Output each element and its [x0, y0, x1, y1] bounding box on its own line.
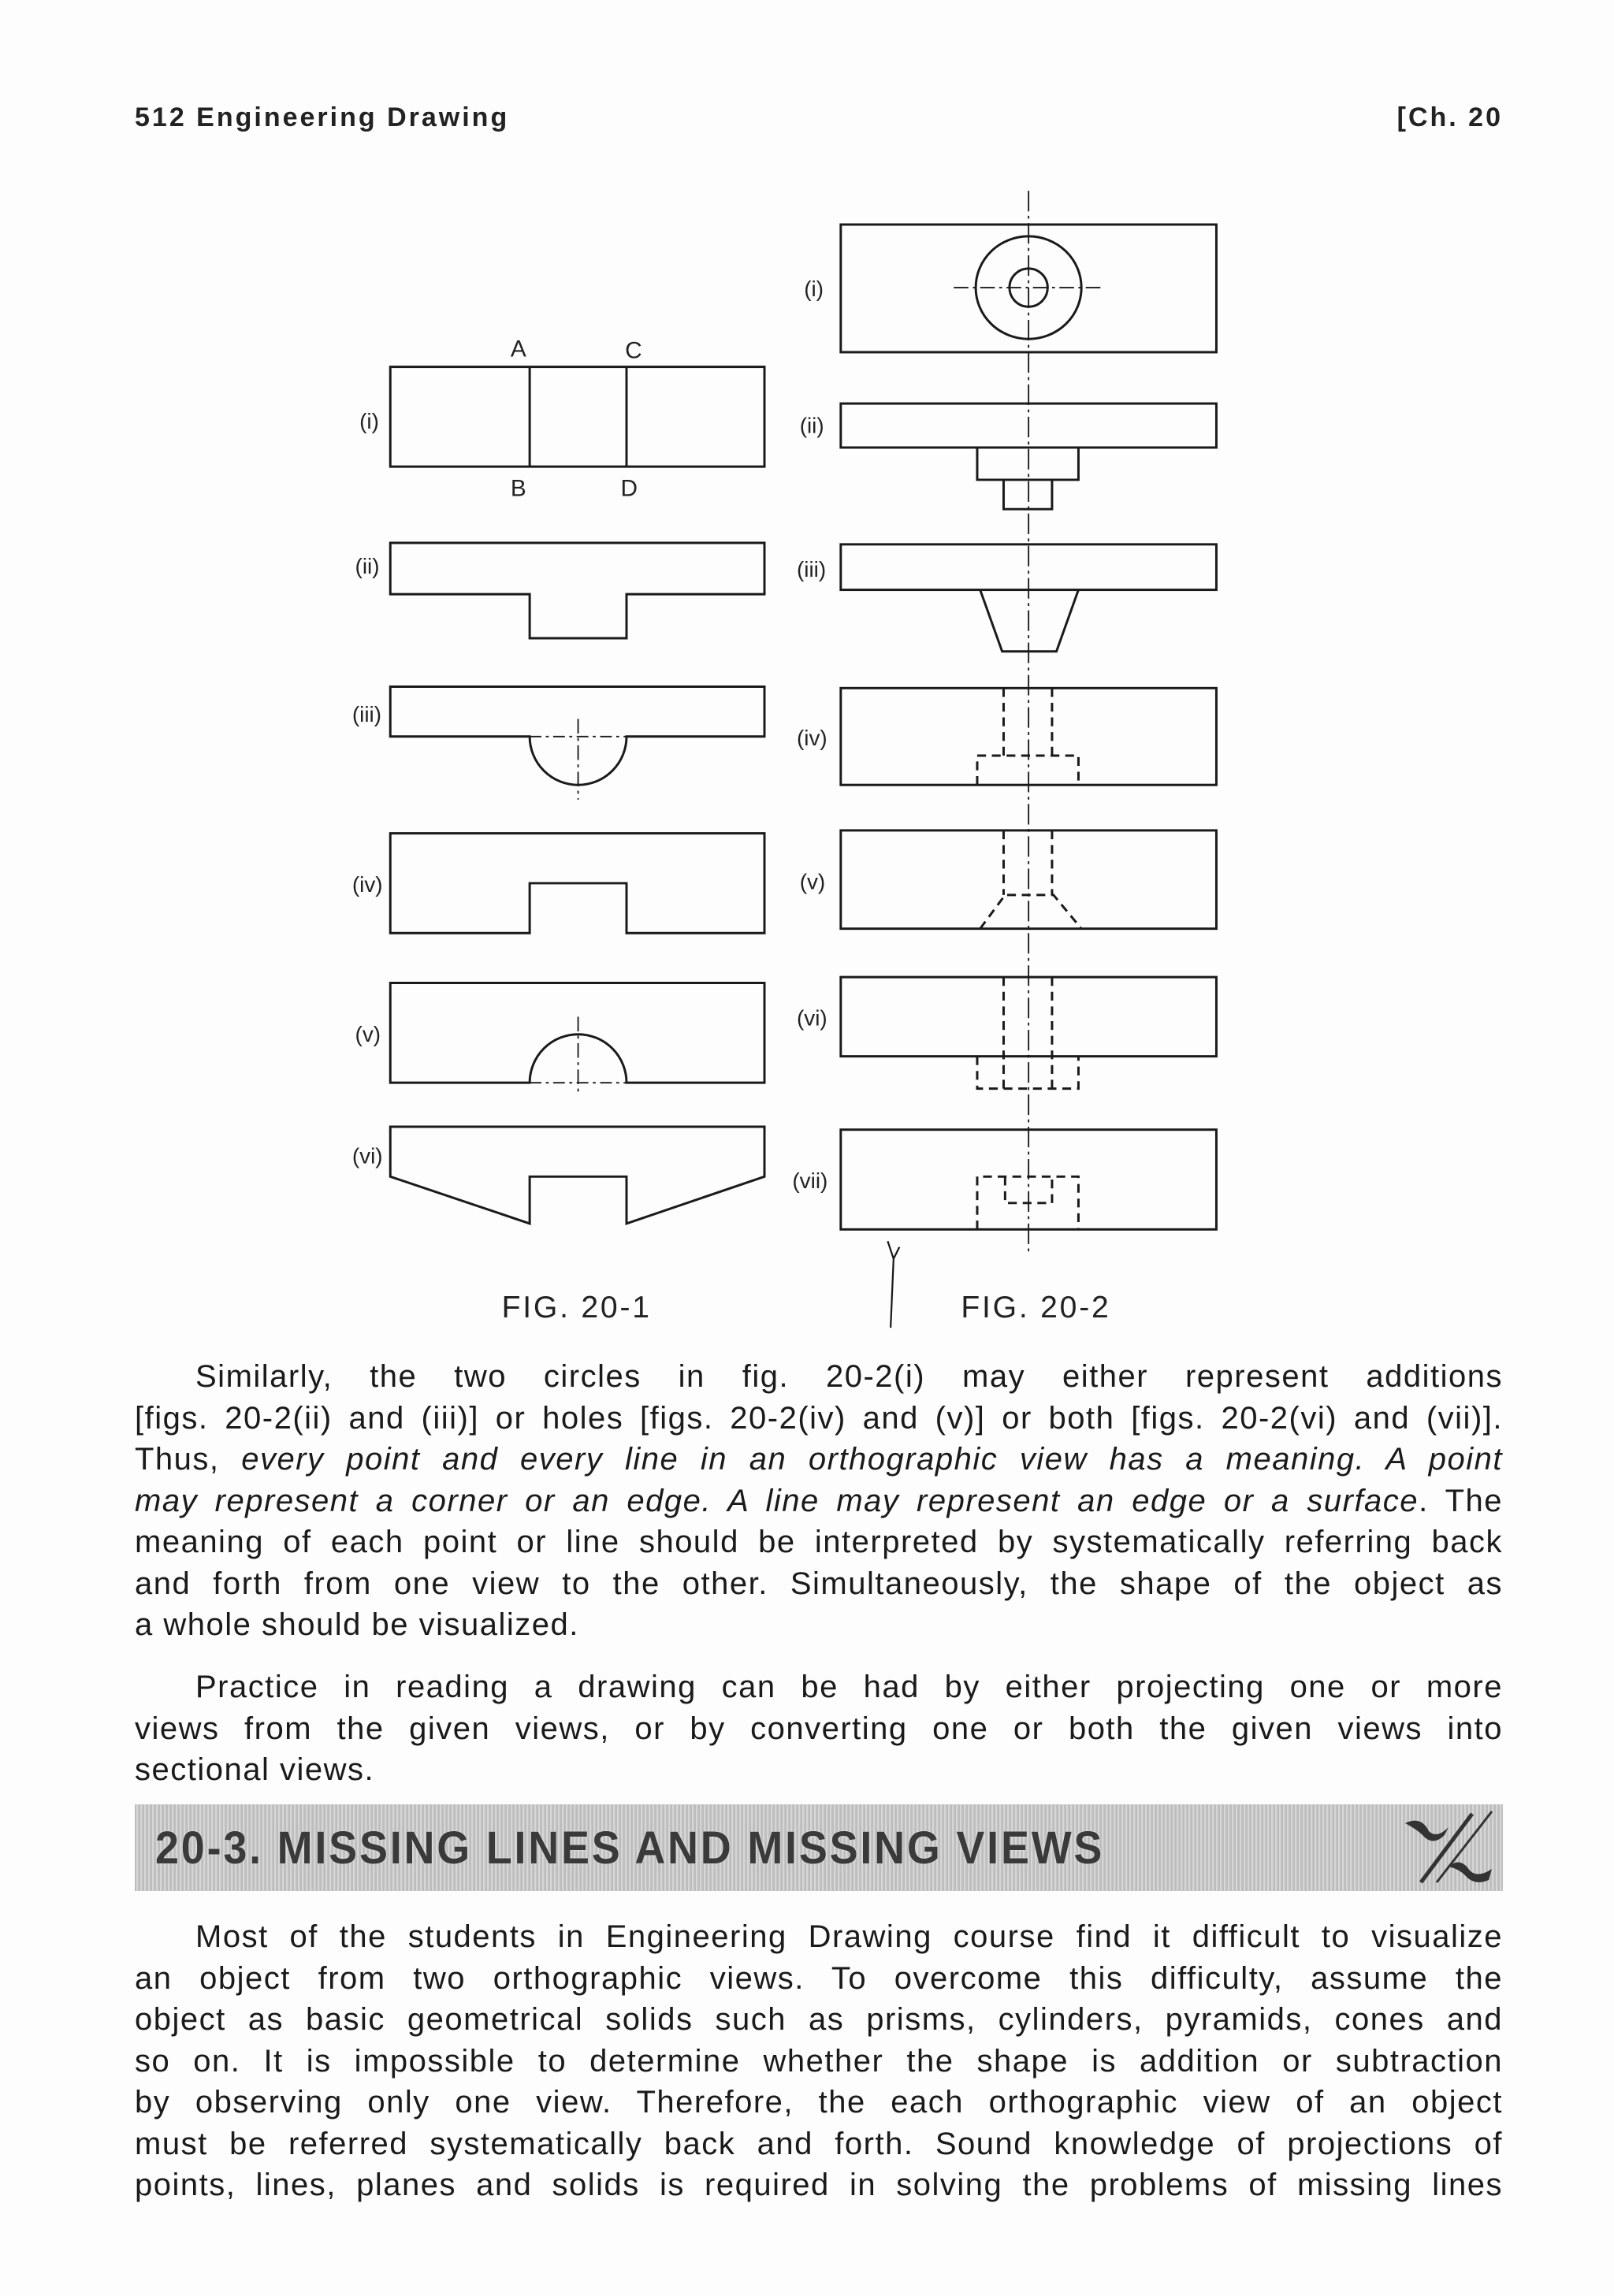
fig1-label-iii: (iii)	[351, 702, 382, 727]
body-text: views from the given views, or by converting one or both the given views into	[135, 1711, 1503, 1746]
italic-text: may represent a corner or an edge. A line may represent an edge or a surface	[135, 1483, 1419, 1518]
text-line	[135, 1398, 1503, 1440]
paragraph-2	[135, 1666, 1503, 1791]
fig1-view-v	[390, 983, 764, 1094]
text-line	[135, 2123, 1503, 2165]
body-text: points, lines, planes and solids is required in solving the problems of missing lines	[135, 2168, 1503, 2202]
text-line	[135, 1666, 1503, 1708]
italic-text: every point and every line in an orthographic view has a meaning. A point	[241, 1442, 1504, 1477]
fig2-caption: FIG. 20-2	[961, 1291, 1111, 1325]
text-line	[135, 1521, 1503, 1563]
section-heading	[135, 1804, 1503, 1891]
text-line	[135, 1999, 1503, 2041]
running-header-chapter: [Ch. 20	[1396, 102, 1503, 132]
point-label-b: B	[510, 475, 526, 502]
fig1-view-iii	[390, 686, 764, 799]
text-line	[135, 2082, 1503, 2123]
text-line	[135, 1958, 1503, 2000]
body-text: so on. It is impossible to determine whether the shape is addition or subtraction	[135, 2043, 1503, 2079]
text-line	[135, 1749, 1503, 1791]
paragraph-3	[135, 1916, 1503, 2206]
fig1-caption: FIG. 20-1	[501, 1291, 652, 1325]
text-line	[135, 2164, 1503, 2206]
text-line	[135, 1604, 1503, 1646]
body-text: Similarly, the two circles in fig. 20-2(i) may either represent additions	[195, 1359, 1503, 1394]
fig2-label-vii: (vii)	[792, 1168, 828, 1194]
text-line	[135, 1563, 1503, 1605]
fig1-label-iv: (iv)	[351, 872, 383, 897]
body-text: by observing only one view. Therefore, the each orthographic view of an object	[135, 2085, 1503, 2120]
body-text: sectional views.	[135, 1752, 375, 1787]
body-text: Practice in reading a drawing can be had by either projecting one or more	[195, 1670, 1503, 1704]
fig2-label-ii: (ii)	[799, 413, 824, 438]
body-text: an object from two orthographic views. To overcome this difficulty, assume the	[135, 1960, 1503, 1996]
fig1-view-ii	[390, 543, 764, 638]
fig2-label-iv: (iv)	[796, 725, 827, 750]
body-text: and forth from one view to the other. Simultaneously, the shape of the object as	[135, 1566, 1503, 1601]
fig1-view-vi	[390, 1127, 764, 1224]
body-text: [figs. 20-2(ii) and (iii)] or holes [figs. 20-2(iv) and (v)] or both [figs. 20-2(vi) and (vii)].	[135, 1400, 1503, 1436]
fig-20-2	[792, 191, 1216, 1328]
fig1-view-iv	[390, 834, 764, 934]
fig1-label-i: (i)	[359, 408, 379, 433]
fig2-label-i: (i)	[804, 277, 824, 302]
pen-mark	[887, 1241, 899, 1328]
fig1-label-ii: (ii)	[355, 554, 380, 579]
fig2-label-iii: (iii)	[796, 556, 827, 581]
point-label-c: C	[625, 337, 642, 364]
body-text: object as basic geometrical solids such as prisms, cylinders, pyramids, cones and	[135, 2002, 1503, 2037]
body-text: Thus,	[135, 1442, 242, 1477]
section-heading-text: 20-3. MISSING LINES AND MISSING VIEWS	[155, 1822, 1105, 1874]
running-header-title: 512 Engineering Drawing	[135, 102, 510, 132]
body-text: . The	[1419, 1483, 1503, 1518]
text-line	[135, 2041, 1503, 2082]
text-line	[135, 1916, 1503, 1958]
fig1-label-vi: (vi)	[351, 1143, 383, 1168]
body-text: must be referred systematically back and forth. Sound knowledge of projections of	[135, 2126, 1503, 2161]
point-label-d: D	[620, 475, 638, 502]
body-text: meaning of each point or line should be interpreted by systematically referring back	[135, 1525, 1503, 1559]
point-label-a: A	[510, 336, 526, 362]
fig2-label-vi: (vi)	[796, 1005, 827, 1031]
body-text: a whole should be visualized.	[135, 1607, 579, 1642]
paragraph-1	[135, 1356, 1503, 1646]
fig1-label-v: (v)	[355, 1022, 381, 1047]
text-line	[135, 1708, 1503, 1750]
text-line	[135, 1481, 1503, 1522]
decorative-swoosh-icon	[1382, 1807, 1500, 1888]
text-line	[135, 1356, 1503, 1398]
body-text: Most of the students in Engineering Drawing course find it difficult to visualize	[195, 1919, 1503, 1954]
fig1-view-i	[390, 367, 764, 467]
fig-20-1	[352, 336, 764, 1324]
fig2-label-v: (v)	[799, 869, 826, 894]
text-line	[135, 1439, 1503, 1481]
